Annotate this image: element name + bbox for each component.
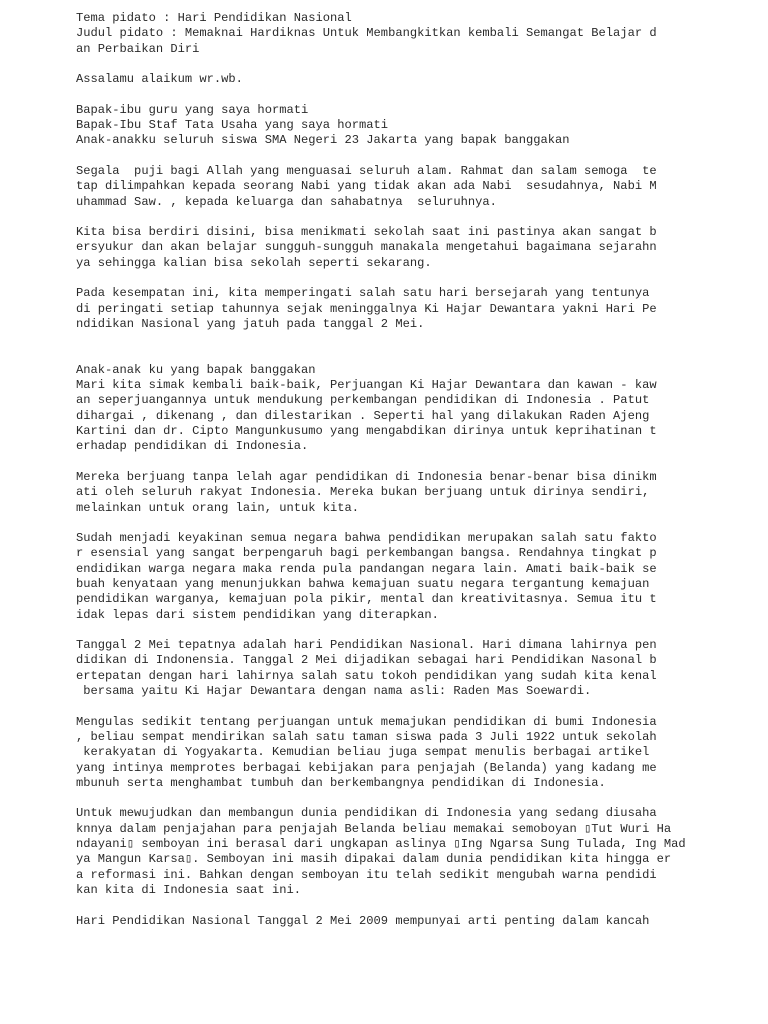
text-line: Untuk mewujudkan dan membangun dunia pendidikan di Indonesia yang sedang diusaha — [76, 806, 657, 821]
text-line: Assalamu alaikum wr.wb. — [76, 72, 243, 87]
text-line: Kartini dan dr. Cipto Mangunkusumo yang mengabdikan dirinya untuk keprihatinan t — [76, 424, 657, 439]
text-line: Anak-anakku seluruh siswa SMA Negeri 23 Jakarta yang bapak banggakan — [76, 133, 570, 148]
speech-document — [76, 11, 756, 944]
text-line: didikan di Indonensia. Tanggal 2 Mei dijadikan sebagai hari Pendidikan Nasonal b — [76, 653, 657, 668]
text-line: Tema pidato : Hari Pendidikan Nasional — [76, 11, 352, 25]
text-line: idak lepas dari sistem pendidikan yang diterapkan. — [76, 607, 439, 622]
text-line: ati oleh seluruh rakyat Indonesia. Mereka bukan berjuang untuk dirinya sendiri, — [76, 485, 650, 500]
text-line: bersama yaitu Ki Hajar Dewantara dengan nama asli: Raden Mas Soewardi. — [76, 684, 592, 699]
paragraph-body — [76, 638, 756, 699]
text-line: endidikan warga negara maka renda pula pandangan negara lain. Amati baik-baik se — [76, 561, 657, 576]
text-line: pendidikan warganya, kemajuan pola pikir, mental dan kreativitasnya. Semua itu t — [76, 592, 657, 607]
text-line: kerakyatan di Yogyakarta. Kemudian beliau juga sempat menulis berbagai artikel — [76, 745, 650, 760]
paragraph-body — [76, 715, 756, 791]
text-line: an seperjuangannya untuk mendukung perkembangan pendidikan di Indonesia . Patut — [76, 393, 650, 408]
text-line: mbunuh serta menghambat tumbuh dan berkembangnya pendidikan di Indonesia. — [76, 775, 606, 790]
paragraph-body — [76, 914, 756, 929]
text-line: Mereka berjuang tanpa lelah agar pendidikan di Indonesia benar-benar bisa dinikm — [76, 469, 657, 484]
text-line: r esensial yang sangat berpengaruh bagi perkembangan bangsa. Rendahnya tingkat p — [76, 546, 657, 561]
text-line: Hari Pendidikan Nasional Tanggal 2 Mei 2009 mempunyai arti penting dalam kancah — [76, 913, 650, 928]
paragraph-salutation — [76, 103, 756, 149]
text-line: tap dilimpahkan kepada seorang Nabi yang tidak akan ada Nabi sesudahnya, Nabi M — [76, 179, 657, 194]
text-line: Tanggal 2 Mei tepatnya adalah hari Pendidikan Nasional. Hari dimana lahirnya pen — [76, 638, 657, 653]
text-line: ertepatan dengan hari lahirnya salah satu tokoh pendidikan yang sudah kita kenal — [76, 668, 657, 683]
text-line: knnya dalam penjajahan para penjajah Belanda beliau memakai semoboyan ▯Tut Wuri Ha — [76, 821, 672, 836]
text-line: dihargai , dikenang , dan dilestarikan . Seperti hal yang dilakukan Raden Ajeng — [76, 408, 650, 423]
text-line: Segala puji bagi Allah yang menguasai seluruh alam. Rahmat dan salam semoga te — [76, 163, 657, 178]
text-line: yang intinya memprotes berbagai kebijakan para penjajah (Belanda) yang kadang me — [76, 760, 657, 775]
text-line: uhammad Saw. , kepada keluarga dan sahabatnya seluruhnya. — [76, 194, 497, 209]
paragraph-body — [76, 470, 756, 516]
text-line: , beliau sempat mendirikan salah satu taman siswa pada 3 Juli 1922 untuk sekolah — [76, 729, 657, 744]
paragraph-greeting — [76, 72, 756, 87]
text-line: ya Mangun Karsa▯. Semboyan ini masih dipakai dalam dunia pendidikan kita hingga er — [76, 852, 672, 867]
text-line: melainkan untuk orang lain, untuk kita. — [76, 500, 360, 515]
text-line: Anak-anak ku yang bapak banggakan — [76, 362, 316, 377]
text-line: ndidikan Nasional yang jatuh pada tanggal 2 Mei. — [76, 316, 425, 331]
paragraph-body — [76, 164, 756, 210]
text-line: Judul pidato : Memaknai Hardiknas Untuk Membangkitkan kembali Semangat Belajar d — [76, 26, 657, 41]
text-line: an Perbaikan Diri — [76, 41, 200, 56]
text-line: ersyukur dan akan belajar sungguh-sungguh manakala mengetahui bagaimana sejarahn — [76, 240, 657, 255]
text-line: Pada kesempatan ini, kita memperingati salah satu hari bersejarah yang tentunya — [76, 286, 650, 301]
text-line: Bapak-ibu guru yang saya hormati — [76, 102, 309, 117]
paragraph-body — [76, 531, 756, 623]
text-line: Bapak-Ibu Staf Tata Usaha yang saya hormati — [76, 118, 389, 133]
text-line: buah kenyataan yang menunjukkan bahwa kemajuan suatu negara tergantung kemajuan — [76, 576, 650, 591]
paragraph-body — [76, 286, 756, 332]
paragraph-body — [76, 363, 756, 455]
text-line: di peringati setiap tahunnya sejak meninggalnya Ki Hajar Dewantara yakni Hari Pe — [76, 301, 657, 316]
text-line: Sudah menjadi keyakinan semua negara bahwa pendidikan merupakan salah satu fakto — [76, 531, 657, 546]
text-line: Kita bisa berdiri disini, bisa menikmati sekolah saat ini pastinya akan sangat b — [76, 225, 657, 240]
text-line: kan kita di Indonesia saat ini. — [76, 882, 301, 897]
text-line: a reformasi ini. Bahkan dengan semboyan itu telah sedikit mengubah warna pendidi — [76, 867, 657, 882]
paragraph-body — [76, 225, 756, 271]
text-line: Mari kita simak kembali baik-baik, Perjuangan Ki Hajar Dewantara dan kawan - kaw — [76, 378, 657, 393]
text-line: Mengulas sedikit tentang perjuangan untuk memajukan pendidikan di bumi Indonesia — [76, 714, 657, 729]
text-line: ya sehingga kalian bisa sekolah seperti sekarang. — [76, 255, 432, 270]
text-line: erhadap pendidikan di Indonesia. — [76, 439, 309, 454]
paragraph-heading — [76, 11, 756, 57]
paragraph-body — [76, 806, 756, 898]
text-line: ndayani▯ semboyan ini berasal dari ungkapan aslinya ▯Ing Ngarsa Sung Tulada, Ing Mad — [76, 837, 686, 852]
